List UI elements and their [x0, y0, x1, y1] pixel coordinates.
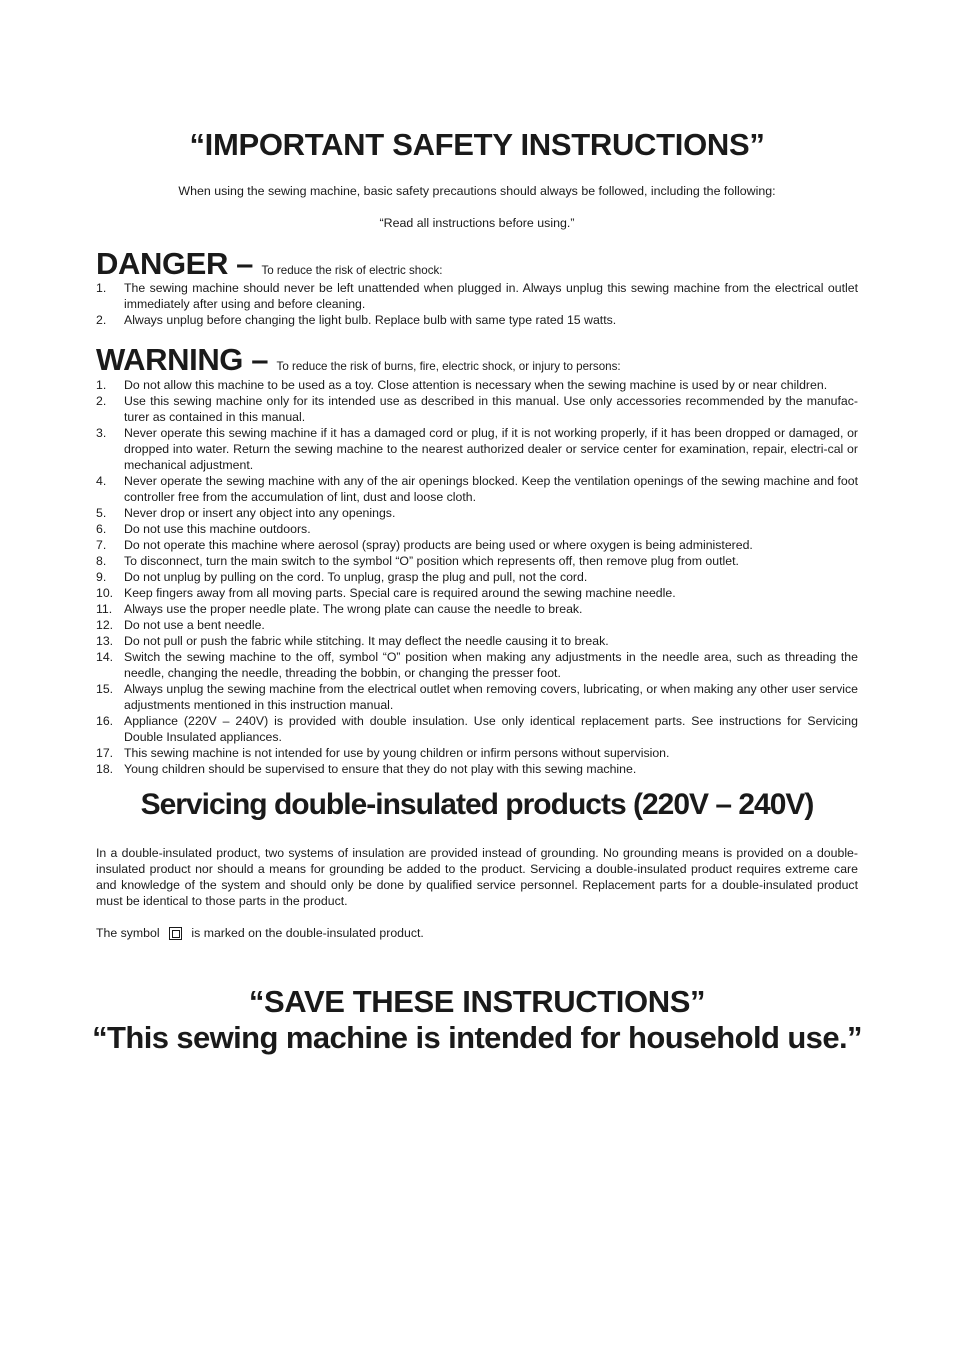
warning-item-text: Always unplug the sewing machine from the electrical outlet when removing covers, lubricating, or when making any other user service adjustments mentioned in this instruction manual. [124, 682, 858, 712]
warning-item-number: 1. [96, 378, 107, 392]
symbol-prefix: The symbol [96, 926, 160, 940]
warning-item-number: 15. [96, 682, 114, 696]
warning-item [96, 569, 858, 585]
warning-item-number: 16. [96, 714, 114, 728]
warning-item-text: Appliance (220V – 240V) is provided with double insulation. Use only identical replacement parts. See instructions for Servicing Double Insulated appliances. [124, 714, 858, 744]
danger-item [96, 280, 858, 312]
warning-heading [96, 342, 858, 378]
servicing-text: In a double-insulated product, two systems of insulation are provided instead of grounding. No grounding means is provided on a double-insulated product nor should a means for grounding be added to the product. Servicing a double-insulated product requires extreme care and knowledge of the system and should only be done by qualified service personnel. Replacement parts for a double-insulated product must be identical to those parts in the product. [96, 846, 858, 908]
warning-item-text: To disconnect, turn the main switch to the symbol “O” position which represents off, then remove plug from outlet. [124, 554, 739, 568]
warning-subtitle: To reduce the risk of burns, fire, electric shock, or injury to persons: [276, 360, 621, 373]
warning-item [96, 681, 858, 713]
warning-item [96, 393, 858, 425]
danger-title: DANGER – [96, 246, 253, 281]
warning-item-number: 17. [96, 746, 114, 760]
warning-item [96, 585, 858, 601]
warning-item-number: 10. [96, 586, 114, 600]
warning-item-number: 6. [96, 522, 107, 536]
warning-item-number: 3. [96, 426, 107, 440]
warning-item [96, 553, 858, 569]
warning-item-text: Do not use this machine outdoors. [124, 522, 311, 536]
save-instructions-heading: “SAVE THESE INSTRUCTIONS” [248, 984, 706, 1019]
intro-text: When using the sewing machine, basic safety precautions should always be followed, including the following: [178, 184, 776, 198]
warning-item-text: Do not allow this machine to be used as a toy. Close attention is necessary when the sewing machine is used by or near children. [124, 378, 828, 392]
warning-item [96, 713, 858, 745]
household-use-heading: “This sewing machine is intended for household use.” [92, 1020, 862, 1055]
danger-item-number: 2. [96, 313, 107, 327]
warning-item-text: Do not unplug by pulling on the cord. To unplug, grasp the plug and pull, not the cord. [124, 570, 588, 584]
warning-item [96, 601, 858, 617]
warning-item [96, 617, 858, 633]
warning-item-number: 11. [96, 602, 113, 616]
danger-subtitle: To reduce the risk of electric shock: [261, 264, 443, 277]
warning-list [96, 377, 858, 777]
warning-item-number: 4. [96, 474, 107, 488]
servicing-title: Servicing double-insulated products (220V – 240V) [140, 788, 814, 821]
warning-item-text: Do not pull or push the fabric while stitching. It may deflect the needle causing it to break. [124, 634, 609, 648]
warning-item-number: 9. [96, 570, 107, 584]
double-insulation-icon [169, 927, 182, 940]
page-title: “IMPORTANT SAFETY INSTRUCTIONS” [189, 127, 765, 162]
warning-item [96, 505, 858, 521]
danger-item [96, 312, 858, 328]
warning-item-number: 13. [96, 634, 114, 648]
warning-item [96, 377, 858, 393]
warning-item [96, 649, 858, 681]
warning-item [96, 745, 858, 761]
warning-item [96, 761, 858, 777]
warning-item [96, 633, 858, 649]
warning-item-number: 12. [96, 618, 114, 632]
warning-item-text: Do not operate this machine where aerosol (spray) products are being used or where oxygen is being administered. [124, 538, 753, 552]
warning-title: WARNING – [96, 342, 269, 377]
warning-item-text: Do not use a bent needle. [124, 618, 265, 632]
warning-item [96, 473, 858, 505]
warning-item [96, 425, 858, 473]
danger-list [96, 280, 858, 328]
warning-item-text: Never drop or insert any object into any openings. [124, 506, 396, 520]
warning-item-number: 14. [96, 650, 114, 664]
warning-item-number: 18. [96, 762, 114, 776]
danger-item-text: Always unplug before changing the light bulb. Replace bulb with same type rated 15 watts. [124, 313, 617, 327]
warning-item-number: 2. [96, 394, 107, 408]
symbol-suffix: is marked on the double-insulated product. [191, 926, 424, 940]
warning-item-number: 7. [96, 538, 107, 552]
warning-item-text: Use this sewing machine only for its intended use as described in this manual. Use only accessories recommended by the manufac-turer as contained in this manual. [124, 394, 858, 424]
warning-item-text: Switch the sewing machine to the off, symbol “O” position when making any adjustments in the needle area, such as threading the needle, changing the needle, threading the bobbin, or changing the presser foot. [124, 650, 858, 680]
danger-heading [96, 246, 858, 282]
warning-item-text: Always use the proper needle plate. The wrong plate can cause the needle to break. [124, 602, 583, 616]
read-note: “Read all instructions before using.” [379, 216, 575, 230]
symbol-line [96, 925, 424, 941]
warning-item-text: Never operate this sewing machine if it has a damaged cord or plug, if it is not working properly, if it has been dropped or damaged, or dropped into water. Return the sewing machine to the nearest authorized dealer or service center for examination, repair, electri-cal or mechanical adjustment. [124, 426, 858, 472]
warning-item-number: 5. [96, 506, 107, 520]
warning-item-text: Never operate the sewing machine with any of the air openings blocked. Keep the ventilation openings of the sewing machine and foot controller free from the accumulation of lint, dust and loose cloth. [124, 474, 858, 504]
warning-item-text: Young children should be supervised to ensure that they do not play with this sewing machine. [124, 762, 637, 776]
warning-item [96, 537, 858, 553]
danger-item-number: 1. [96, 281, 107, 295]
warning-item [96, 521, 858, 537]
warning-item-text: This sewing machine is not intended for use by young children or infirm persons without supervision. [124, 746, 670, 760]
warning-item-number: 8. [96, 554, 107, 568]
warning-item-text: Keep fingers away from all moving parts. Special care is required around the sewing machine needle. [124, 586, 676, 600]
danger-item-text: The sewing machine should never be left unattended when plugged in. Always unplug this sewing machine from the electrical outlet immediately after using and before cleaning. [124, 281, 858, 311]
